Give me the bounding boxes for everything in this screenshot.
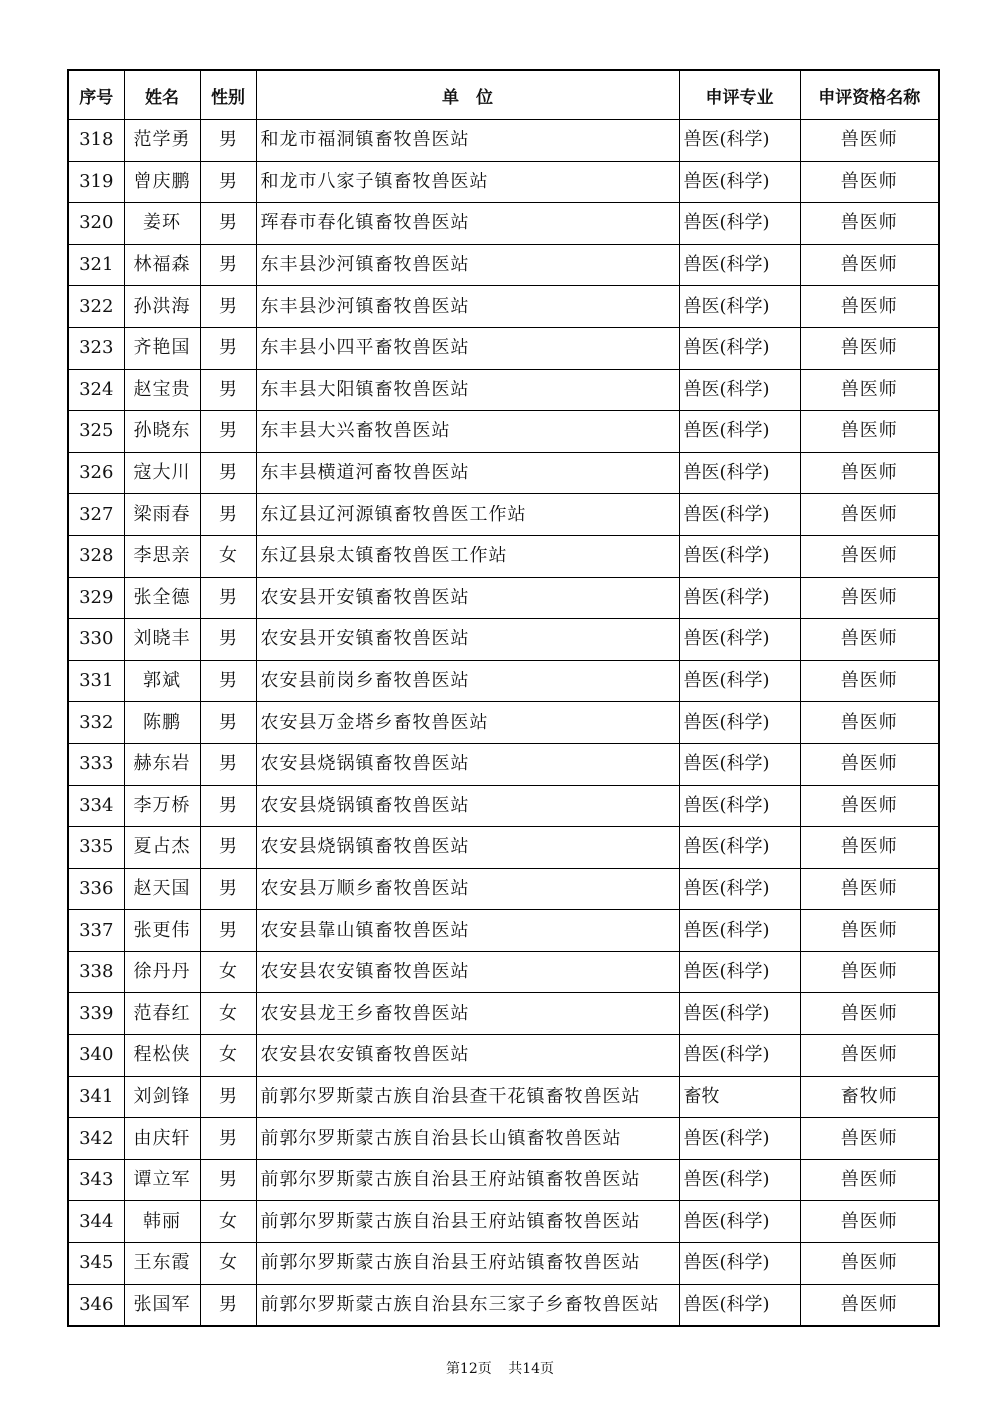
table-row (68, 743, 939, 785)
cell-name: 范春红 (124, 993, 200, 1035)
unit-text: 农安县烧锅镇畜牧兽医站 (260, 795, 470, 816)
cell-title: 兽医师 (800, 327, 939, 369)
cell-name: 刘剑锋 (124, 1076, 200, 1118)
unit-text: 前郭尔罗斯蒙古族自治县长山镇畜牧兽医站 (260, 1128, 622, 1149)
cell-major: 兽医(科学) (679, 535, 800, 577)
cell-unit (256, 619, 679, 661)
cell-unit (256, 286, 679, 328)
cell-major: 兽医(科学) (679, 203, 800, 245)
table-row (68, 910, 939, 952)
unit-text: 珲春市春化镇畜牧兽医站 (260, 213, 470, 234)
cell-sex: 男 (200, 619, 256, 661)
table-row (68, 660, 939, 702)
cell-sex: 男 (200, 369, 256, 411)
cell-major: 兽医(科学) (679, 827, 800, 869)
cell-title: 兽医师 (800, 577, 939, 619)
unit-text: 前郭尔罗斯蒙古族自治县王府站镇畜牧兽医站 (260, 1253, 641, 1274)
table-row (68, 286, 939, 328)
cell-major: 兽医(科学) (679, 785, 800, 827)
cell-title: 兽医师 (800, 827, 939, 869)
unit-text: 东辽县泉太镇畜牧兽医工作站 (260, 546, 508, 567)
cell-sex: 男 (200, 327, 256, 369)
unit-text: 农安县万顺乡畜牧兽医站 (260, 878, 470, 899)
cell-sex: 男 (200, 244, 256, 286)
cell-name: 寇大川 (124, 452, 200, 494)
cell-no: 325 (68, 411, 124, 453)
table-row (68, 1284, 939, 1326)
cell-name: 孙洪海 (124, 286, 200, 328)
table-body (68, 120, 939, 1327)
cell-title: 兽医师 (800, 535, 939, 577)
cell-no: 345 (68, 1243, 124, 1285)
cell-title: 畜牧师 (800, 1076, 939, 1118)
cell-sex: 男 (200, 785, 256, 827)
cell-major: 兽医(科学) (679, 452, 800, 494)
cell-title: 兽医师 (800, 1159, 939, 1201)
cell-no: 330 (68, 619, 124, 661)
cell-title: 兽医师 (800, 619, 939, 661)
cell-major: 兽医(科学) (679, 619, 800, 661)
cell-unit (256, 993, 679, 1035)
cell-unit (256, 1076, 679, 1118)
cell-no: 328 (68, 535, 124, 577)
cell-name: 林福森 (124, 244, 200, 286)
page-footer (0, 1358, 1000, 1378)
cell-sex: 女 (200, 993, 256, 1035)
cell-unit (256, 452, 679, 494)
cell-major: 兽医(科学) (679, 369, 800, 411)
cell-title: 兽医师 (800, 161, 939, 203)
cell-title: 兽医师 (800, 244, 939, 286)
cell-sex: 男 (200, 1118, 256, 1160)
cell-no: 344 (68, 1201, 124, 1243)
cell-major: 兽医(科学) (679, 993, 800, 1035)
cell-title: 兽医师 (800, 203, 939, 245)
cell-no: 326 (68, 452, 124, 494)
cell-sex: 女 (200, 535, 256, 577)
unit-text: 农安县万金塔乡畜牧兽医站 (260, 712, 489, 733)
cell-sex: 男 (200, 1076, 256, 1118)
cell-no: 327 (68, 494, 124, 536)
unit-text: 农安县烧锅镇畜牧兽医站 (260, 754, 470, 775)
table-row (68, 120, 939, 162)
cell-sex: 男 (200, 577, 256, 619)
cell-unit (256, 535, 679, 577)
table-row (68, 1076, 939, 1118)
table-row (68, 1159, 939, 1201)
cell-unit (256, 369, 679, 411)
cell-name: 范学勇 (124, 120, 200, 162)
cell-unit (256, 1159, 679, 1201)
cell-title: 兽医师 (800, 1201, 939, 1243)
cell-title: 兽医师 (800, 910, 939, 952)
unit-text: 和龙市福洞镇畜牧兽医站 (260, 130, 470, 151)
cell-sex: 男 (200, 161, 256, 203)
cell-sex: 男 (200, 910, 256, 952)
cell-major: 兽医(科学) (679, 286, 800, 328)
page-number: 第12页 (445, 1361, 492, 1377)
header-unit: 单 位 (256, 70, 679, 120)
table-row (68, 327, 939, 369)
cell-title: 兽医师 (800, 1243, 939, 1285)
unit-text: 农安县农安镇畜牧兽医站 (260, 962, 470, 983)
cell-name: 陈鹏 (124, 702, 200, 744)
table-row (68, 1035, 939, 1077)
cell-name: 赫东岩 (124, 743, 200, 785)
cell-name: 李思亲 (124, 535, 200, 577)
cell-sex: 男 (200, 1159, 256, 1201)
cell-title: 兽医师 (800, 1035, 939, 1077)
cell-name: 姜环 (124, 203, 200, 245)
cell-title: 兽医师 (800, 743, 939, 785)
table-row (68, 161, 939, 203)
cell-sex: 男 (200, 120, 256, 162)
cell-title: 兽医师 (800, 494, 939, 536)
cell-name: 王东霞 (124, 1243, 200, 1285)
table-row (68, 1201, 939, 1243)
unit-text: 东丰县大阳镇畜牧兽医站 (260, 379, 470, 400)
cell-title: 兽医师 (800, 702, 939, 744)
cell-name: 赵天国 (124, 868, 200, 910)
cell-unit (256, 1243, 679, 1285)
cell-name: 张国军 (124, 1284, 200, 1326)
cell-no: 318 (68, 120, 124, 162)
cell-no: 346 (68, 1284, 124, 1326)
cell-title: 兽医师 (800, 120, 939, 162)
cell-no: 337 (68, 910, 124, 952)
table-row (68, 369, 939, 411)
cell-name: 张更伟 (124, 910, 200, 952)
cell-major: 畜牧 (679, 1076, 800, 1118)
cell-major: 兽医(科学) (679, 1159, 800, 1201)
unit-text: 东丰县小四平畜牧兽医站 (260, 338, 470, 359)
cell-title: 兽医师 (800, 369, 939, 411)
header-name: 姓名 (124, 70, 200, 120)
unit-text: 东辽县辽河源镇畜牧兽医工作站 (260, 504, 527, 525)
unit-text: 农安县开安镇畜牧兽医站 (260, 587, 470, 608)
unit-text: 和龙市八家子镇畜牧兽医站 (260, 171, 489, 192)
table-row (68, 785, 939, 827)
unit-text: 前郭尔罗斯蒙古族自治县查干花镇畜牧兽医站 (260, 1086, 641, 1107)
table-row (68, 411, 939, 453)
unit-text: 前郭尔罗斯蒙古族自治县王府站镇畜牧兽医站 (260, 1211, 641, 1232)
cell-name: 程松侠 (124, 1035, 200, 1077)
cell-unit (256, 327, 679, 369)
cell-unit (256, 660, 679, 702)
cell-no: 320 (68, 203, 124, 245)
table-row (68, 452, 939, 494)
cell-major: 兽医(科学) (679, 1035, 800, 1077)
cell-sex: 女 (200, 951, 256, 993)
cell-unit (256, 203, 679, 245)
unit-text: 农安县农安镇畜牧兽医站 (260, 1045, 470, 1066)
cell-name: 齐艳国 (124, 327, 200, 369)
cell-unit (256, 120, 679, 162)
cell-major: 兽医(科学) (679, 244, 800, 286)
cell-name: 李万桥 (124, 785, 200, 827)
unit-text: 农安县前岗乡畜牧兽医站 (260, 671, 470, 692)
cell-unit (256, 1201, 679, 1243)
cell-major: 兽医(科学) (679, 577, 800, 619)
cell-no: 339 (68, 993, 124, 1035)
cell-unit (256, 161, 679, 203)
cell-major: 兽医(科学) (679, 743, 800, 785)
cell-unit (256, 411, 679, 453)
cell-unit (256, 577, 679, 619)
unit-text: 农安县龙王乡畜牧兽医站 (260, 1003, 470, 1024)
cell-no: 338 (68, 951, 124, 993)
cell-title: 兽医师 (800, 868, 939, 910)
table-row (68, 702, 939, 744)
cell-unit (256, 1284, 679, 1326)
cell-unit (256, 951, 679, 993)
cell-sex: 男 (200, 868, 256, 910)
cell-name: 赵宝贵 (124, 369, 200, 411)
unit-text: 农安县烧锅镇畜牧兽医站 (260, 837, 470, 858)
cell-no: 341 (68, 1076, 124, 1118)
cell-no: 331 (68, 660, 124, 702)
cell-sex: 男 (200, 203, 256, 245)
cell-title: 兽医师 (800, 785, 939, 827)
cell-sex: 男 (200, 743, 256, 785)
cell-title: 兽医师 (800, 993, 939, 1035)
table-row (68, 203, 939, 245)
cell-no: 322 (68, 286, 124, 328)
cell-major: 兽医(科学) (679, 161, 800, 203)
cell-major: 兽医(科学) (679, 660, 800, 702)
cell-major: 兽医(科学) (679, 951, 800, 993)
cell-name: 郭斌 (124, 660, 200, 702)
cell-unit (256, 702, 679, 744)
cell-sex: 男 (200, 452, 256, 494)
cell-unit (256, 1118, 679, 1160)
cell-title: 兽医师 (800, 1284, 939, 1326)
cell-name: 刘晓丰 (124, 619, 200, 661)
cell-name: 张全德 (124, 577, 200, 619)
cell-major: 兽医(科学) (679, 702, 800, 744)
cell-no: 321 (68, 244, 124, 286)
cell-title: 兽医师 (800, 660, 939, 702)
cell-no: 334 (68, 785, 124, 827)
table-row (68, 993, 939, 1035)
header-sex: 性别 (200, 70, 256, 120)
cell-major: 兽医(科学) (679, 1201, 800, 1243)
table-row (68, 868, 939, 910)
cell-no: 329 (68, 577, 124, 619)
page-total: 共14页 (508, 1361, 555, 1377)
unit-text: 前郭尔罗斯蒙古族自治县东三家子乡畜牧兽医站 (260, 1294, 660, 1315)
cell-name: 徐丹丹 (124, 951, 200, 993)
unit-text: 东丰县横道河畜牧兽医站 (260, 463, 470, 484)
cell-title: 兽医师 (800, 1118, 939, 1160)
cell-no: 342 (68, 1118, 124, 1160)
cell-sex: 男 (200, 827, 256, 869)
cell-name: 韩丽 (124, 1201, 200, 1243)
table-row (68, 494, 939, 536)
cell-name: 曾庆鹏 (124, 161, 200, 203)
header-major: 申评专业 (679, 70, 800, 120)
table-row (68, 244, 939, 286)
cell-name: 孙晓东 (124, 411, 200, 453)
cell-sex: 男 (200, 286, 256, 328)
cell-sex: 女 (200, 1243, 256, 1285)
cell-sex: 男 (200, 702, 256, 744)
cell-no: 319 (68, 161, 124, 203)
table-row (68, 951, 939, 993)
table-row (68, 577, 939, 619)
cell-title: 兽医师 (800, 286, 939, 328)
cell-major: 兽医(科学) (679, 910, 800, 952)
cell-major: 兽医(科学) (679, 494, 800, 536)
unit-text: 东丰县沙河镇畜牧兽医站 (260, 255, 470, 276)
cell-major: 兽医(科学) (679, 1118, 800, 1160)
cell-sex: 女 (200, 1201, 256, 1243)
cell-name: 谭立军 (124, 1159, 200, 1201)
cell-major: 兽医(科学) (679, 411, 800, 453)
table-row (68, 827, 939, 869)
cell-sex: 男 (200, 1284, 256, 1326)
cell-no: 323 (68, 327, 124, 369)
cell-no: 335 (68, 827, 124, 869)
registry-table (67, 69, 940, 1327)
cell-sex: 女 (200, 1035, 256, 1077)
cell-title: 兽医师 (800, 951, 939, 993)
cell-title: 兽医师 (800, 411, 939, 453)
cell-no: 336 (68, 868, 124, 910)
cell-major: 兽医(科学) (679, 1284, 800, 1326)
cell-major: 兽医(科学) (679, 868, 800, 910)
cell-name: 由庆轩 (124, 1118, 200, 1160)
unit-text: 农安县开安镇畜牧兽医站 (260, 629, 470, 650)
table-row (68, 1118, 939, 1160)
cell-no: 324 (68, 369, 124, 411)
unit-text: 东丰县大兴畜牧兽医站 (260, 421, 451, 442)
cell-unit (256, 827, 679, 869)
table-header (68, 70, 939, 120)
cell-no: 343 (68, 1159, 124, 1201)
table-row (68, 1243, 939, 1285)
unit-text: 农安县靠山镇畜牧兽医站 (260, 920, 470, 941)
cell-unit (256, 785, 679, 827)
cell-sex: 男 (200, 660, 256, 702)
header-no: 序号 (68, 70, 124, 120)
cell-major: 兽医(科学) (679, 120, 800, 162)
cell-sex: 男 (200, 411, 256, 453)
cell-name: 梁雨春 (124, 494, 200, 536)
unit-text: 前郭尔罗斯蒙古族自治县王府站镇畜牧兽医站 (260, 1170, 641, 1191)
unit-text: 东丰县沙河镇畜牧兽医站 (260, 296, 470, 317)
cell-name: 夏占杰 (124, 827, 200, 869)
cell-unit (256, 1035, 679, 1077)
cell-unit (256, 868, 679, 910)
cell-unit (256, 743, 679, 785)
table-row (68, 619, 939, 661)
header-row (68, 70, 939, 120)
table-row (68, 535, 939, 577)
cell-major: 兽医(科学) (679, 1243, 800, 1285)
cell-sex: 男 (200, 494, 256, 536)
cell-unit (256, 494, 679, 536)
cell-no: 332 (68, 702, 124, 744)
cell-unit (256, 910, 679, 952)
cell-title: 兽医师 (800, 452, 939, 494)
cell-no: 340 (68, 1035, 124, 1077)
cell-major: 兽医(科学) (679, 327, 800, 369)
cell-unit (256, 244, 679, 286)
header-title: 申评资格名称 (800, 70, 939, 120)
cell-no: 333 (68, 743, 124, 785)
